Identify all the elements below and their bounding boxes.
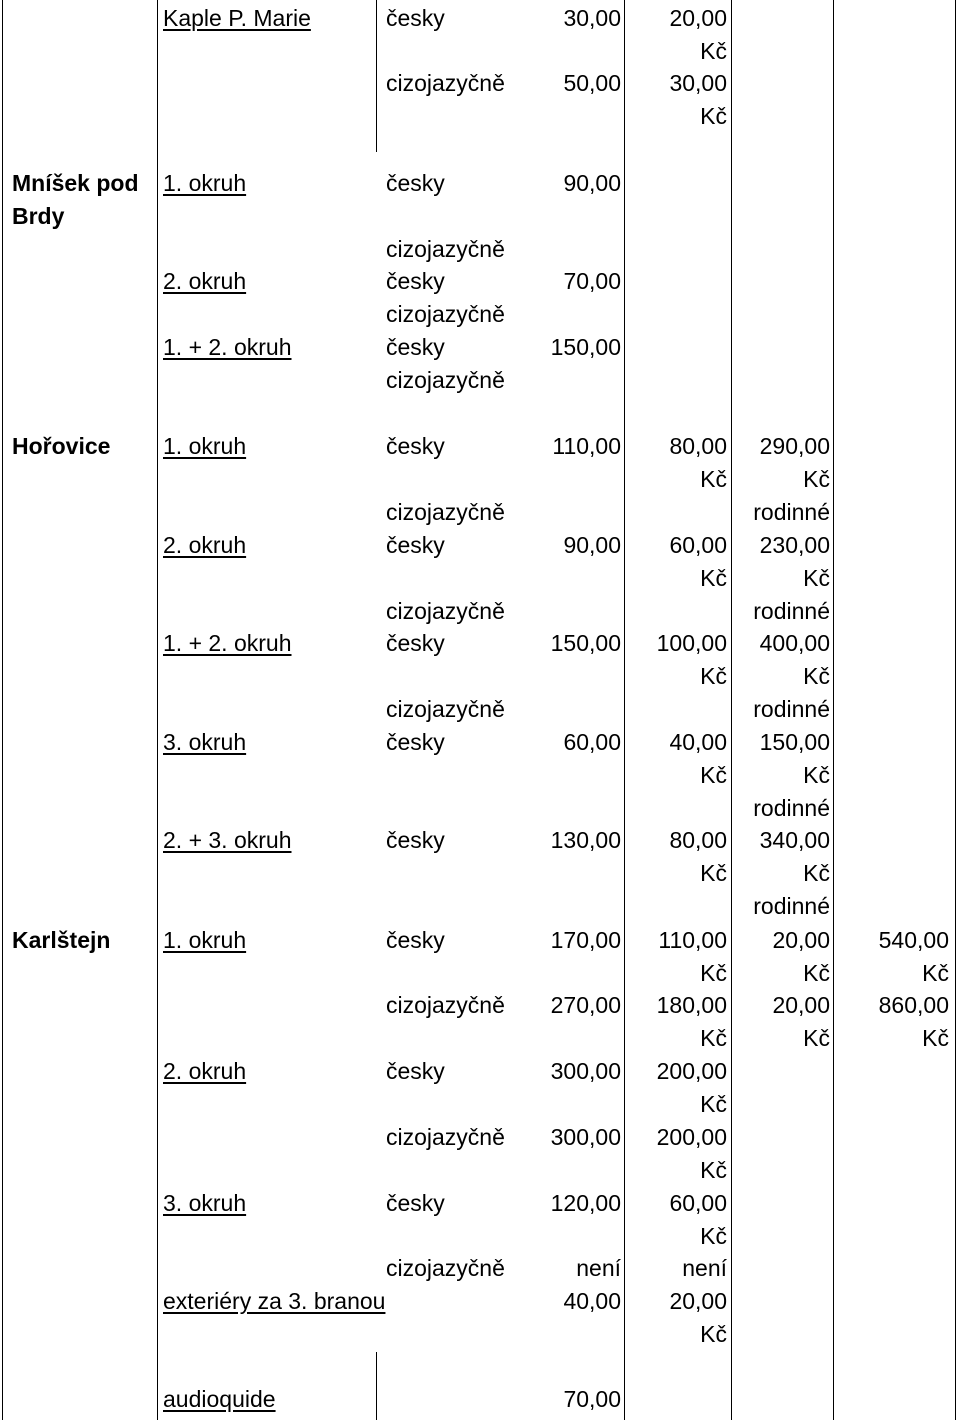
cell-p4: 540,00 Kč xyxy=(878,927,949,986)
cell-route: Kaple P. Marie xyxy=(163,5,311,31)
cell-route: 1. + 2. okruh xyxy=(163,630,292,656)
cell-route: 2. okruh xyxy=(163,532,247,558)
cell-lang: česky xyxy=(386,729,445,755)
cell-route: 2. + 3. okruh xyxy=(163,827,292,853)
table-column-border xyxy=(833,0,834,1420)
cell-route: 1. okruh xyxy=(163,170,247,196)
cell-p2: 60,00 Kč xyxy=(669,1190,727,1249)
cell-route: 1. okruh xyxy=(163,927,247,953)
cell-p2: 30,00 Kč xyxy=(669,70,727,129)
cell-lang: česky cizojazyčně xyxy=(386,630,505,722)
cell-route: 1. + 2. okruh xyxy=(163,334,292,360)
table-column-border xyxy=(2,0,3,1420)
cell-p2: 200,00 Kč xyxy=(656,1058,727,1117)
cell-route: 3. okruh xyxy=(163,729,247,755)
cell-p1: 50,00 xyxy=(563,70,621,96)
cell-lang: cizojazyčně xyxy=(386,70,505,96)
cell-p1: 60,00 xyxy=(563,729,621,755)
cell-p1: 300,00 xyxy=(550,1124,621,1150)
cell-p2: 110,00 Kč xyxy=(658,927,727,986)
cell-p1: 40,00 xyxy=(563,1288,621,1314)
cell-lang: česky xyxy=(386,1058,445,1084)
cell-p3: 20,00 Kč xyxy=(772,927,830,986)
cell-lang: česky cizojazyčně xyxy=(386,334,505,393)
cell-p2: 100,00 Kč xyxy=(656,630,727,689)
cell-p1: 120,00 xyxy=(550,1190,621,1216)
cell-lang: česky xyxy=(386,5,445,31)
cell-p1: není xyxy=(576,1255,621,1281)
cell-lang: česky cizojazyčně xyxy=(386,170,505,262)
cell-p1: 30,00 xyxy=(563,5,621,31)
cell-p2: 20,00 Kč xyxy=(669,1288,727,1347)
cell-route: audioquide xyxy=(163,1386,276,1412)
cell-lang: česky cizojazyčně xyxy=(386,433,505,525)
cell-p1: 300,00 xyxy=(550,1058,621,1084)
cell-lang: česky xyxy=(386,1190,445,1216)
cell-p4: 860,00 Kč xyxy=(878,992,949,1051)
cell-p1: 170,00 xyxy=(550,927,621,953)
table-column-border xyxy=(731,0,732,1420)
cell-p2: 200,00 Kč xyxy=(656,1124,727,1183)
cell-p1: 70,00 xyxy=(563,268,621,294)
cell-p1: 270,00 xyxy=(550,992,621,1018)
cell-p1: 90,00 xyxy=(563,532,621,558)
cell-p2: 80,00 Kč xyxy=(669,433,727,492)
cell-lang: cizojazyčně xyxy=(386,1255,505,1281)
cell-place: Karlštejn xyxy=(12,927,111,953)
cell-p3: 20,00 Kč xyxy=(772,992,830,1051)
cell-p3: 230,00 Kč rodinné xyxy=(753,532,830,624)
cell-route: exteriéry za 3. branou xyxy=(163,1288,386,1314)
cell-route: 2. okruh xyxy=(163,1058,247,1084)
cell-p1: 110,00 xyxy=(552,433,621,459)
cell-p3: 340,00 Kč rodinné xyxy=(753,827,830,919)
cell-p3: 290,00 Kč rodinné xyxy=(753,433,830,525)
cell-place: Hořovice xyxy=(12,433,111,459)
cell-lang: česky xyxy=(386,927,445,953)
cell-route: 1. okruh xyxy=(163,433,247,459)
cell-lang: česky cizojazyčně xyxy=(386,268,505,327)
cell-route: 3. okruh xyxy=(163,1190,247,1216)
cell-p2: 80,00 Kč xyxy=(669,827,727,886)
table-column-border xyxy=(157,0,158,1420)
cell-place: Mníšek pod Brdy xyxy=(12,170,139,229)
table-column-border xyxy=(955,0,956,1420)
cell-p3: 400,00 Kč rodinné xyxy=(753,630,830,722)
cell-p2: 20,00 Kč xyxy=(669,5,727,64)
cell-p2: 40,00 Kč xyxy=(669,729,727,788)
cell-p3: 150,00 Kč rodinné xyxy=(753,729,830,821)
cell-p2: 180,00 Kč xyxy=(656,992,727,1051)
cell-lang: cizojazyčně xyxy=(386,1124,505,1150)
cell-p1: 150,00 xyxy=(550,334,621,360)
cell-lang: česky xyxy=(386,827,445,853)
cell-p2: 60,00 Kč xyxy=(669,532,727,591)
cell-p1: 130,00 xyxy=(550,827,621,853)
cell-p1: 150,00 xyxy=(550,630,621,656)
cell-p1: 70,00 xyxy=(563,1386,621,1412)
cell-lang: česky cizojazyčně xyxy=(386,532,505,624)
cell-route: 2. okruh xyxy=(163,268,247,294)
cell-p2: není xyxy=(682,1255,727,1281)
cell-p1: 90,00 xyxy=(563,170,621,196)
cell-lang: cizojazyčně xyxy=(386,992,505,1018)
